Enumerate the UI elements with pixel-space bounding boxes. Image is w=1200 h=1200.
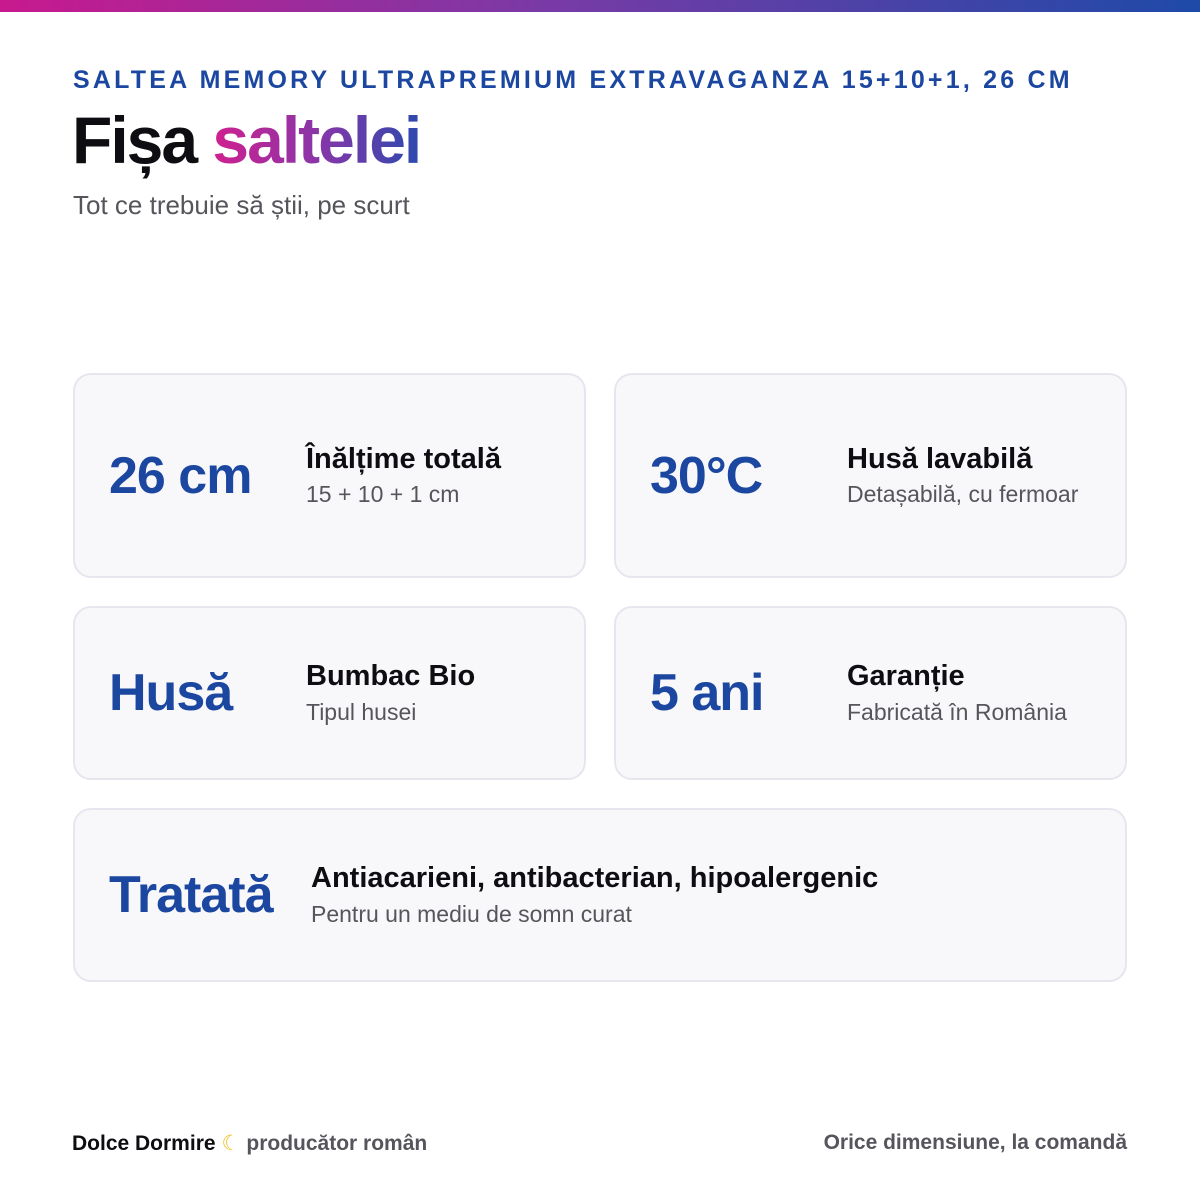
product-name: SALTEA MEMORY ULTRAPREMIUM EXTRAVAGANZA 15+10+1, 26 CM [73, 66, 1073, 94]
gradient-top-bar [0, 0, 1200, 12]
washable-detail: Detașabilă, cu fermoar [847, 481, 1079, 508]
page-title-plain: Fișa [72, 103, 197, 177]
warranty-value: 5 ani [650, 664, 764, 722]
warranty-title: Garanție [847, 660, 965, 693]
moon-icon: ☾ [221, 1132, 241, 1155]
washable-title: Husă lavabilă [847, 442, 1033, 475]
treatment-info [311, 860, 878, 929]
footer-note: Orice dimensiune, la comandă [823, 1131, 1127, 1154]
card-warranty [614, 606, 1127, 780]
card-cover-type [73, 606, 586, 780]
page-title-accent: saltelei [212, 103, 421, 177]
page-title [72, 104, 420, 177]
height-info [306, 441, 501, 510]
height-detail: 15 + 10 + 1 cm [306, 481, 460, 508]
cover-label: Husă [109, 664, 233, 722]
cover-info [306, 658, 475, 727]
brand-tagline: producător român [246, 1132, 428, 1155]
warranty-detail: Fabricată în România [847, 698, 1067, 725]
card-height [73, 373, 586, 578]
treatment-label: Tratată [109, 866, 273, 924]
footer-brand [72, 1131, 427, 1156]
card-treatment [73, 808, 1127, 982]
treatment-detail: Pentru un mediu de somn curat [311, 900, 632, 927]
wash-temperature-value: 30°C [650, 446, 763, 505]
height-title: Înălțime totală [306, 442, 501, 475]
cover-detail: Tipul husei [306, 698, 417, 725]
card-washable-cover [614, 373, 1127, 578]
height-value: 26 cm [109, 446, 252, 505]
page-subtitle: Tot ce trebuie să știi, pe scurt [73, 190, 410, 220]
cover-material: Bumbac Bio [306, 660, 476, 693]
brand-name: Dolce Dormire [72, 1132, 216, 1155]
treatment-title: Antiacarieni, antibacterian, hipoalergenic [311, 862, 879, 895]
warranty-info [847, 658, 1067, 727]
washable-info [847, 441, 1087, 510]
